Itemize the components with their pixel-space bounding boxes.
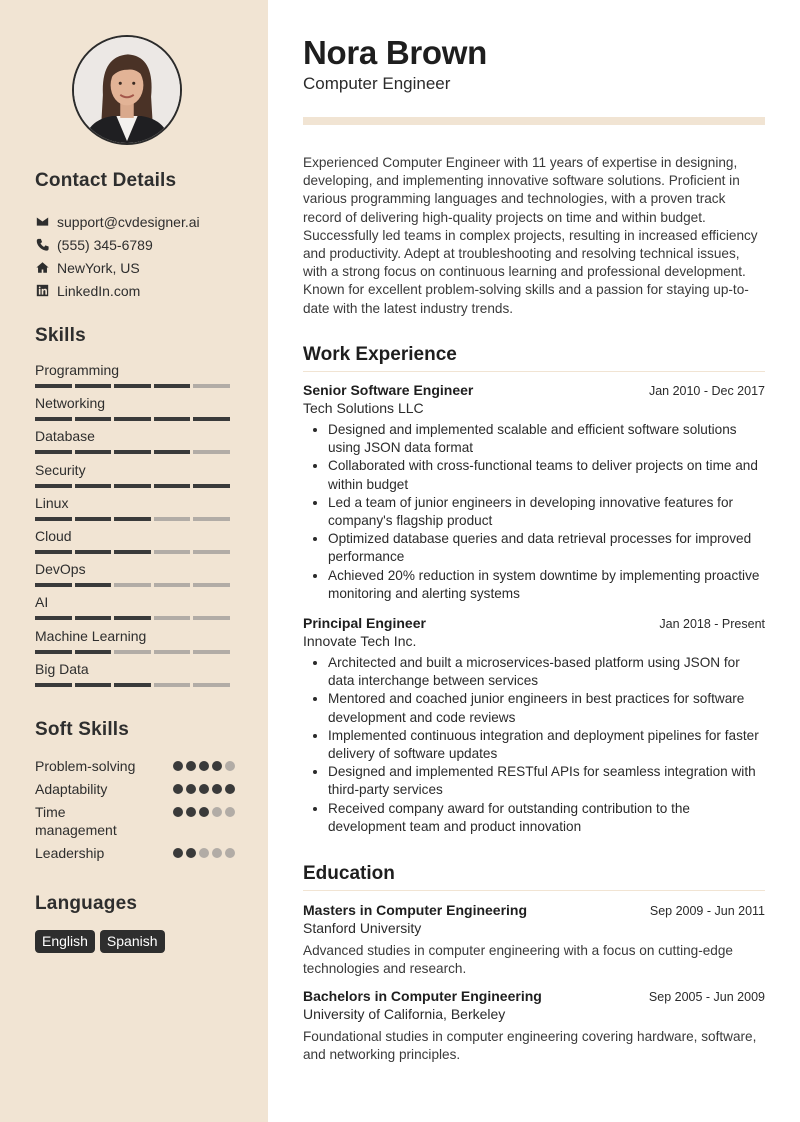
rating-dot [212, 761, 222, 771]
education-entry [303, 988, 765, 1064]
header-divider [303, 117, 765, 125]
envelope-icon [35, 215, 49, 229]
education-description: Foundational studies in computer engineering covering hardware, software, and networking principles. [303, 1029, 757, 1063]
skill-level-segment [193, 650, 230, 654]
skill-level-segment [35, 517, 72, 521]
rating-dot [225, 761, 235, 771]
skill-name: AI [35, 594, 49, 611]
rating-dot [173, 761, 183, 771]
languages-title: Languages [35, 893, 138, 914]
profile-photo-image [74, 37, 180, 143]
skill-level-segment [75, 450, 112, 454]
skill-level-segment [35, 650, 72, 654]
skill-level-segment [154, 650, 191, 654]
job-bullets [303, 421, 765, 603]
skill-name: Database [35, 428, 95, 445]
contact-linkedin-text: LinkedIn.com [57, 282, 141, 299]
skill-level-segment [154, 683, 191, 687]
skill-level-segment [114, 484, 151, 488]
contact-phone[interactable] [35, 233, 235, 256]
skill-level-segment [154, 550, 191, 554]
skill-level-segment [154, 517, 191, 521]
language-tag: Spanish [100, 930, 165, 953]
job-entry [303, 615, 765, 836]
skill-level-segment [193, 683, 230, 687]
degree-title: Masters in Computer Engineering [303, 902, 528, 918]
rating-dot [199, 848, 209, 858]
skill-level-segment [35, 384, 72, 388]
soft-skill-item [35, 757, 235, 775]
school-name: Stanford University [303, 920, 422, 936]
skill-name: Programming [35, 362, 120, 378]
skill-level-segment [154, 616, 191, 620]
skill-level-bar [35, 650, 235, 654]
candidate-role: Computer Engineer [303, 74, 451, 93]
skill-name: DevOps [35, 561, 86, 578]
job-title: Senior Software Engineer [303, 382, 474, 398]
candidate-name: Nora Brown [303, 34, 488, 71]
rating-dot [173, 807, 183, 817]
skill-level-segment [193, 417, 230, 421]
contact-location [35, 256, 235, 279]
rating-dot [199, 807, 209, 817]
skill-level-segment [114, 583, 151, 587]
skill-level-segment [193, 484, 230, 488]
contact-title: Contact Details [35, 170, 177, 191]
skill-item [35, 593, 235, 626]
skill-level-segment [193, 616, 230, 620]
skill-item [35, 494, 235, 527]
soft-skills-section [35, 719, 235, 867]
skill-level-segment [35, 417, 72, 421]
skill-level-segment [193, 384, 230, 388]
skill-item [35, 394, 235, 427]
skill-level-segment [35, 583, 72, 587]
skill-level-segment [35, 550, 72, 554]
soft-skills-title: Soft Skills [35, 719, 130, 740]
job-bullet: • Received company award for outstanding contribution to the development team and product innovation [328, 800, 765, 836]
soft-skill-name: Problem-solving [35, 758, 136, 774]
rating-dot [225, 784, 235, 794]
sidebar [0, 0, 268, 1122]
contact-phone-text: (555) 345-6789 [57, 236, 153, 253]
skill-level-segment [154, 484, 191, 488]
skill-item [35, 461, 235, 494]
rating-dot [186, 807, 196, 817]
job-company: Tech Solutions LLC [303, 400, 424, 416]
job-bullet: • Implemented continuous integration and deployment pipelines for faster delivery of software updates [328, 727, 765, 763]
job-bullet: • Designed and implemented scalable and efficient software solutions using JSON data format [328, 421, 765, 457]
skill-item [35, 627, 235, 660]
soft-skill-rating [173, 848, 235, 858]
education-title: Education [303, 863, 395, 884]
skill-level-segment [114, 517, 151, 521]
work-divider [303, 371, 765, 372]
language-tag: English [35, 930, 95, 953]
skill-level-bar [35, 683, 235, 687]
education-date: Sep 2005 - Jun 2009 [648, 990, 765, 1004]
skill-level-bar [35, 384, 235, 388]
skill-level-segment [114, 417, 151, 421]
skill-level-segment [75, 517, 112, 521]
contact-email-text: support@cvdesigner.ai [57, 213, 200, 230]
job-entry [303, 382, 765, 603]
skill-name: Big Data [35, 660, 89, 677]
soft-skills-list [35, 757, 235, 862]
languages-section [35, 893, 235, 953]
soft-skill-name: Leadership [35, 845, 105, 861]
skill-level-bar [35, 417, 235, 421]
rating-dot [225, 848, 235, 858]
skill-level-segment [75, 583, 112, 587]
rating-dot [173, 784, 183, 794]
soft-skill-item [35, 780, 235, 798]
skill-level-segment [114, 616, 151, 620]
skill-name: Machine Learning [35, 627, 147, 644]
skill-level-segment [193, 583, 230, 587]
skill-level-segment [75, 683, 112, 687]
skill-level-bar [35, 517, 235, 521]
job-bullet: • Collaborated with cross-functional teams to deliver projects on time and within budget [328, 457, 765, 493]
skill-level-segment [75, 550, 112, 554]
job-bullet: • Designed and implemented RESTful APIs for seamless integration with third-party services [328, 763, 765, 799]
profile-summary: Experienced Computer Engineer with 11 years of expertise in designing, developing, and implementing innovative software solutions. Proficient in various programming languages and technologies, with a proven track record of delivering high-quality projects on time and within budget. Successfully led teams in complex projects, resulting in increased efficiency and productivity. Adept at troubleshooting and resolving technical issues, with a strong focus on continuous learning and professional development. Known for excellent problem-solving skills and a passion for staying up-to-date with the latest industry trends. [303, 155, 758, 316]
skill-level-segment [154, 583, 191, 587]
education-divider [303, 890, 765, 891]
skill-level-segment [114, 550, 151, 554]
rating-dot [225, 807, 235, 817]
job-company: Innovate Tech Inc. [303, 633, 417, 649]
degree-title: Bachelors in Computer Engineering [303, 988, 542, 1004]
skill-level-segment [154, 417, 191, 421]
skill-level-segment [154, 450, 191, 454]
education-entry [303, 902, 765, 978]
skill-level-segment [35, 450, 72, 454]
skill-level-segment [193, 450, 230, 454]
education-date: Sep 2009 - Jun 2011 [649, 904, 765, 918]
languages-list [35, 930, 235, 953]
rating-dot [199, 784, 209, 794]
job-bullet: • Optimized database queries and data retrieval processes for improved performance [328, 530, 765, 566]
phone-icon [35, 238, 49, 252]
skill-level-bar [35, 583, 235, 587]
education-description: Advanced studies in computer engineering with a focus on cutting-edge technologies and research. [303, 943, 733, 977]
rating-dot [186, 784, 196, 794]
skill-name: Linux [35, 494, 69, 511]
rating-dot [186, 848, 196, 858]
skill-level-segment [35, 484, 72, 488]
job-date: Jan 2018 - Present [659, 617, 765, 631]
rating-dot [212, 848, 222, 858]
school-name: University of California, Berkeley [303, 1006, 506, 1022]
skill-item [35, 427, 235, 460]
skill-level-segment [193, 550, 230, 554]
job-title: Principal Engineer [303, 615, 426, 631]
linkedin-icon [35, 284, 49, 298]
soft-skill-rating [173, 807, 235, 817]
soft-skill-item [35, 844, 235, 862]
skill-level-segment [154, 384, 191, 388]
skill-name: Networking [35, 395, 106, 412]
skill-name: Security [35, 461, 86, 478]
skill-item [35, 660, 235, 693]
skills-list [35, 361, 235, 693]
skill-level-bar [35, 484, 235, 488]
contact-linkedin[interactable] [35, 279, 235, 302]
skills-section [35, 325, 235, 693]
skill-level-segment [75, 650, 112, 654]
skill-level-segment [193, 517, 230, 521]
skill-name: Cloud [35, 527, 72, 544]
job-bullet: • Mentored and coached junior engineers in best practices for software development and code reviews [328, 690, 765, 726]
soft-skill-item [35, 803, 235, 839]
skill-level-bar [35, 450, 235, 454]
contact-location-text: NewYork, US [57, 259, 140, 276]
home-icon [35, 261, 49, 275]
rating-dot [199, 761, 209, 771]
work-experience-title: Work Experience [303, 344, 457, 365]
skill-level-segment [75, 616, 112, 620]
skill-item [35, 527, 235, 560]
skill-level-segment [75, 484, 112, 488]
soft-skill-name: Time management [35, 804, 117, 838]
job-bullet: • Achieved 20% reduction in system downtime by implementing proactive monitoring and alerting systems [328, 567, 765, 603]
job-date: Jan 2010 - Dec 2017 [648, 384, 765, 398]
job-bullets [303, 654, 765, 836]
contact-section [35, 170, 235, 302]
skill-item [35, 361, 235, 394]
job-bullet: • Architected and built a microservices-based platform using JSON for data interchange between services [328, 654, 765, 690]
skill-level-segment [75, 384, 112, 388]
rating-dot [212, 807, 222, 817]
skill-level-segment [75, 417, 112, 421]
skill-level-segment [114, 683, 151, 687]
contact-email[interactable] [35, 210, 235, 233]
skill-item [35, 560, 235, 593]
rating-dot [186, 761, 196, 771]
soft-skill-rating [173, 761, 235, 771]
skill-level-bar [35, 616, 235, 620]
job-bullet: • Led a team of junior engineers in developing innovative features for company's flagship product [328, 494, 765, 530]
rating-dot [212, 784, 222, 794]
skill-level-segment [35, 616, 72, 620]
rating-dot [173, 848, 183, 858]
skill-level-segment [114, 650, 151, 654]
skill-level-bar [35, 550, 235, 554]
profile-photo [72, 35, 182, 145]
soft-skill-name: Adaptability [35, 781, 108, 797]
skill-level-segment [114, 450, 151, 454]
skill-level-segment [114, 384, 151, 388]
soft-skill-rating [173, 784, 235, 794]
contact-list [35, 210, 235, 302]
skill-level-segment [35, 683, 72, 687]
skills-title: Skills [35, 325, 86, 346]
